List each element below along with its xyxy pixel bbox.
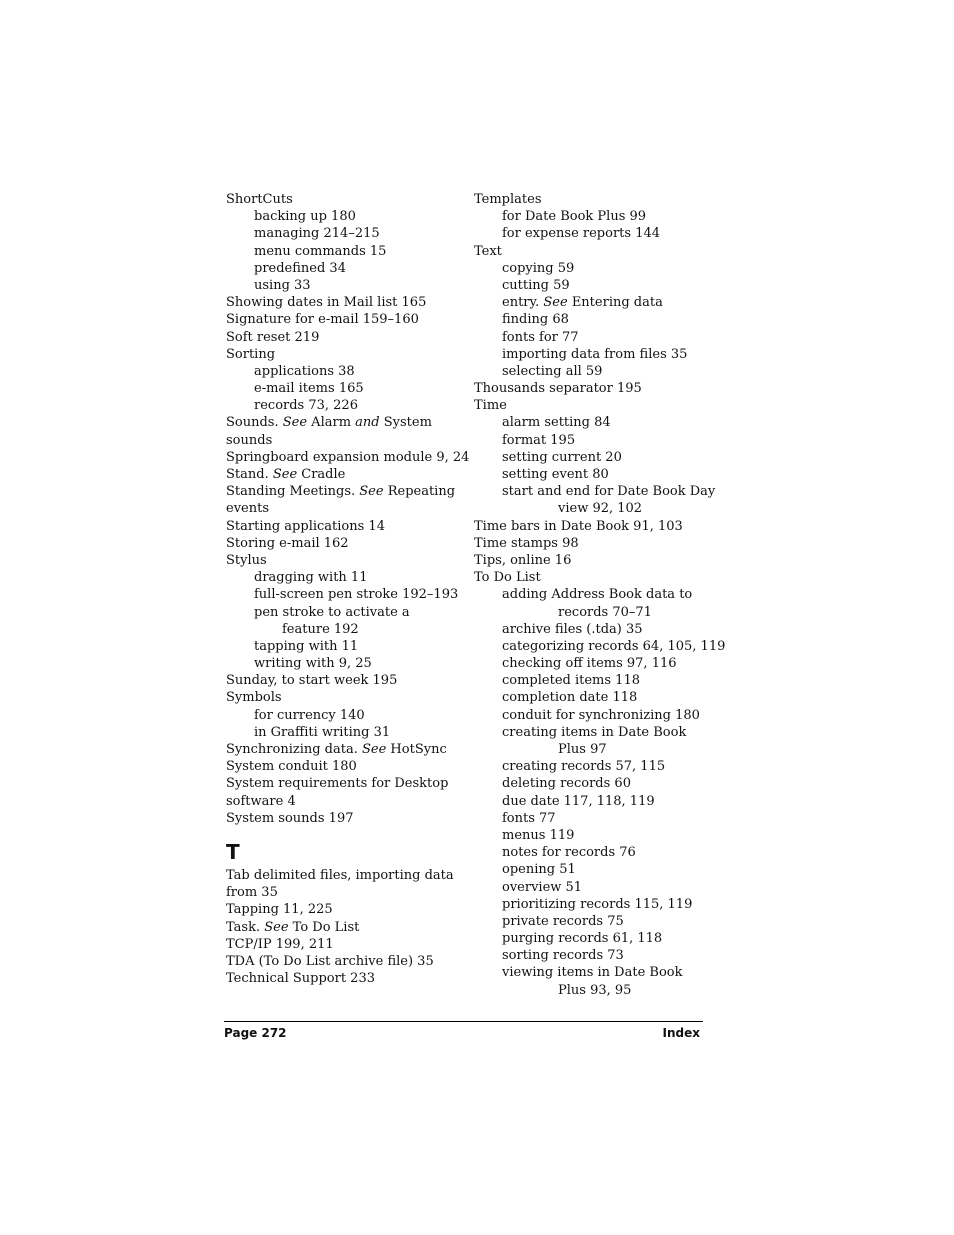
index-entry-text: in Graffiti writing 31 bbox=[254, 724, 391, 740]
index-entry-text: private records 75 bbox=[502, 913, 624, 929]
index-entry-text: sounds bbox=[226, 432, 273, 448]
index-entry-text: Synchronizing data. bbox=[226, 742, 362, 757]
index-entry-text: Thousands separator 195 bbox=[474, 381, 642, 397]
index-entry-text: Tips, online 16 bbox=[474, 552, 572, 568]
index-entry bbox=[226, 707, 466, 724]
index-entry-text: Time bbox=[474, 398, 507, 414]
index-entry bbox=[226, 758, 466, 775]
index-entry-text: format 195 bbox=[502, 432, 576, 448]
section-letter: T bbox=[226, 839, 240, 864]
index-entry bbox=[474, 466, 714, 483]
index-entry-text: Tapping 11, 225 bbox=[226, 902, 333, 918]
index-entry bbox=[226, 672, 466, 689]
index-entry bbox=[226, 535, 466, 552]
index-entry-text: backing up 180 bbox=[254, 209, 356, 225]
index-entry-text: software 4 bbox=[226, 793, 296, 809]
index-entry-text: dragging with 11 bbox=[254, 570, 368, 586]
index-entry bbox=[226, 294, 466, 311]
index-entry bbox=[226, 363, 466, 380]
page-number: Page 272 bbox=[224, 1026, 287, 1040]
index-entry bbox=[474, 775, 714, 792]
index-entry bbox=[226, 919, 466, 936]
index-entry-text: completion date 118 bbox=[502, 690, 638, 706]
index-entry-text: records 70–71 bbox=[558, 604, 652, 620]
index-entry-text: Cradle bbox=[297, 467, 346, 482]
cross-reference-term: See bbox=[264, 919, 289, 935]
index-entry bbox=[226, 397, 466, 414]
index-entry bbox=[474, 724, 714, 741]
index-entry-text: due date 117, 118, 119 bbox=[502, 793, 655, 809]
index-entry bbox=[474, 707, 714, 724]
index-entry-text: TDA (To Do List archive file) 35 bbox=[226, 953, 434, 969]
index-entry bbox=[226, 277, 466, 294]
index-entry-text: Entering data bbox=[567, 295, 663, 311]
index-entry-text: Showing dates in Mail list 165 bbox=[226, 295, 427, 311]
index-entry bbox=[226, 953, 466, 970]
index-entry bbox=[226, 901, 466, 918]
index-entry bbox=[226, 586, 466, 603]
index-entry bbox=[474, 810, 714, 827]
index-entry bbox=[226, 638, 466, 655]
index-entry-text: sorting records 73 bbox=[502, 948, 624, 964]
index-entry-text: copying 59 bbox=[502, 260, 575, 276]
cross-reference-term: See bbox=[272, 467, 298, 482]
index-entry bbox=[226, 936, 466, 953]
index-entry bbox=[474, 741, 714, 758]
index-entry-text: Templates bbox=[474, 192, 542, 207]
index-entry-text: conduit for synchronizing 180 bbox=[502, 707, 700, 723]
index-entry-text: Stand. bbox=[226, 467, 273, 482]
index-entry-text: setting event 80 bbox=[502, 467, 609, 482]
index-entry bbox=[474, 346, 714, 363]
index-entry bbox=[474, 518, 714, 535]
index-entry-text: overview 51 bbox=[502, 879, 583, 895]
index-entry-text: full-screen pen stroke 192–193 bbox=[254, 587, 459, 603]
index-entry bbox=[474, 913, 714, 930]
index-entry-text: view 92, 102 bbox=[558, 501, 643, 517]
index-entry-text: Text bbox=[474, 243, 502, 259]
index-entry-text: System conduit 180 bbox=[226, 759, 357, 775]
index-entry-text: Time stamps 98 bbox=[474, 535, 579, 551]
index-entry-text: Plus 97 bbox=[558, 742, 607, 757]
index-entry-text: Soft reset 219 bbox=[226, 329, 320, 345]
index-entry-text: notes for records 76 bbox=[502, 845, 636, 861]
index-entry-text: entry. bbox=[502, 295, 544, 311]
index-entry bbox=[474, 432, 714, 449]
index-entry-text: e-mail items 165 bbox=[254, 381, 364, 397]
index-entry bbox=[226, 414, 466, 431]
index-entry bbox=[226, 741, 466, 758]
index-entry-text: alarm setting 84 bbox=[502, 415, 611, 431]
index-entry-text: To Do List bbox=[288, 919, 360, 935]
index-entry bbox=[474, 964, 714, 981]
index-entry-text: opening 51 bbox=[502, 862, 576, 878]
index-entry bbox=[474, 569, 714, 586]
index-entry bbox=[226, 604, 466, 621]
index-entry-text: using 33 bbox=[254, 277, 311, 293]
index-entry bbox=[226, 260, 466, 277]
index-entry bbox=[226, 329, 466, 346]
index-entry bbox=[474, 380, 714, 397]
index-entry-text: creating items in Date Book bbox=[502, 724, 687, 740]
index-entry bbox=[474, 689, 714, 706]
index-entry-text: Sunday, to start week 195 bbox=[226, 673, 398, 689]
index-entry-text: Stylus bbox=[226, 552, 267, 568]
index-entry bbox=[226, 970, 466, 987]
index-entry-text: finding 68 bbox=[502, 312, 569, 328]
index-entry bbox=[226, 483, 466, 500]
index-entry-text: for expense reports 144 bbox=[502, 226, 661, 242]
index-column-left bbox=[226, 191, 470, 987]
index-entry bbox=[474, 191, 714, 208]
index-entry-text: fonts for 77 bbox=[502, 329, 579, 345]
index-entry bbox=[226, 191, 466, 208]
index-entry-text: importing data from files 35 bbox=[502, 346, 688, 362]
index-entry-text: archive files (.tda) 35 bbox=[502, 621, 643, 637]
index-entry bbox=[474, 879, 714, 896]
index-entry bbox=[474, 672, 714, 689]
index-column-right bbox=[474, 191, 726, 999]
index-entry bbox=[474, 500, 714, 517]
index-entry-text: records 73, 226 bbox=[254, 398, 358, 414]
index-entry bbox=[474, 844, 714, 861]
index-entry-text: Sounds. bbox=[226, 415, 283, 431]
index-entry bbox=[226, 380, 466, 397]
index-entry bbox=[226, 466, 466, 483]
footer-rule bbox=[224, 1021, 703, 1022]
index-entry bbox=[226, 621, 466, 638]
index-entry bbox=[474, 896, 714, 913]
index-entry bbox=[474, 243, 714, 260]
cross-reference-term: See bbox=[543, 295, 568, 311]
index-entry bbox=[474, 758, 714, 775]
index-entry bbox=[474, 930, 714, 947]
index-entry bbox=[226, 500, 466, 517]
index-entry-text: System bbox=[379, 415, 432, 431]
index-entry-text: Alarm bbox=[307, 415, 356, 431]
index-entry-text: System requirements for Desktop bbox=[226, 776, 449, 792]
index-entry-text: purging records 61, 118 bbox=[502, 931, 663, 947]
index-entry-text: TCP/IP 199, 211 bbox=[226, 936, 334, 952]
index-entry-text: tapping with 11 bbox=[254, 638, 359, 654]
index-entry bbox=[226, 449, 470, 466]
index-entry-text: adding Address Book data to bbox=[502, 587, 693, 603]
index-entry bbox=[474, 363, 714, 380]
index-entry-text: Sorting bbox=[226, 346, 276, 362]
index-entry-text: Time bars in Date Book 91, 103 bbox=[474, 518, 683, 534]
index-entry bbox=[474, 982, 714, 999]
index-entry-text: viewing items in Date Book bbox=[502, 965, 683, 981]
index-entry-text: selecting all 59 bbox=[502, 363, 603, 379]
section-name: Index bbox=[662, 1026, 700, 1040]
index-entry bbox=[474, 225, 714, 242]
index-entry-text: Technical Support 233 bbox=[226, 971, 375, 987]
index-entry-text: prioritizing records 115, 119 bbox=[502, 896, 693, 912]
index-entry-text: checking off items 97, 116 bbox=[502, 656, 677, 672]
index-entry-text: Standing Meetings. bbox=[226, 484, 360, 500]
index-entry bbox=[226, 225, 466, 242]
index-entries-t-continued bbox=[474, 191, 726, 999]
index-entry bbox=[226, 689, 466, 706]
index-entry bbox=[474, 861, 714, 878]
index-entry-text: To Do List bbox=[474, 570, 541, 586]
index-entry-text: completed items 118 bbox=[502, 673, 640, 689]
index-entry bbox=[474, 294, 714, 311]
index-entries-t bbox=[226, 867, 466, 987]
index-entry bbox=[474, 827, 714, 844]
index-entry bbox=[474, 329, 714, 346]
index-entry bbox=[226, 810, 466, 827]
index-entry-text: predefined 34 bbox=[254, 260, 346, 276]
index-entry-text: Plus 93, 95 bbox=[558, 982, 632, 998]
index-entry-text: Storing e-mail 162 bbox=[226, 535, 349, 551]
index-entry bbox=[474, 655, 714, 672]
index-entries-s bbox=[226, 191, 470, 827]
index-entry bbox=[226, 518, 466, 535]
index-entry-text: start and end for Date Book Day bbox=[502, 484, 716, 500]
index-entry bbox=[226, 724, 466, 741]
cross-reference-term: See bbox=[282, 415, 308, 431]
index-entry-text: menus 119 bbox=[502, 827, 575, 843]
index-entry bbox=[474, 311, 714, 328]
index-entry-text: Starting applications 14 bbox=[226, 518, 385, 534]
index-entry-text: managing 214–215 bbox=[254, 226, 380, 242]
index-entry bbox=[474, 552, 714, 569]
index-entry bbox=[474, 586, 714, 603]
index-entry-text: pen stroke to activate a bbox=[254, 604, 410, 620]
index-entry bbox=[226, 552, 466, 569]
index-entry-text: ShortCuts bbox=[226, 192, 293, 207]
cross-reference-term: See bbox=[359, 484, 384, 500]
index-entry bbox=[226, 243, 466, 260]
index-entry bbox=[474, 414, 714, 431]
index-entry bbox=[226, 346, 466, 363]
index-entry-text: Signature for e-mail 159–160 bbox=[226, 312, 419, 328]
index-entry bbox=[474, 604, 714, 621]
index-entry bbox=[226, 775, 466, 792]
index-entry-text: applications 38 bbox=[254, 363, 355, 379]
index-entry bbox=[226, 432, 466, 449]
index-entry bbox=[474, 793, 714, 810]
index-entry bbox=[474, 260, 714, 277]
index-entry-text: fonts 77 bbox=[502, 810, 556, 826]
index-entry-text: HotSync bbox=[386, 742, 447, 757]
index-entry-text: Springboard expansion module 9, 24 bbox=[226, 449, 470, 465]
index-entry bbox=[474, 638, 726, 655]
index-entry-text: Tab delimited files, importing data bbox=[226, 867, 454, 883]
index-entry-text: setting current 20 bbox=[502, 449, 622, 465]
index-entry-text: deleting records 60 bbox=[502, 776, 631, 792]
index-entry bbox=[226, 867, 466, 884]
index-entry-text: cutting 59 bbox=[502, 277, 570, 293]
index-entry bbox=[474, 449, 714, 466]
index-entry-text: Repeating bbox=[383, 484, 456, 500]
index-entry bbox=[474, 621, 714, 638]
index-entry-text: System sounds 197 bbox=[226, 810, 354, 826]
cross-reference-term: and bbox=[355, 415, 380, 431]
index-entry bbox=[474, 535, 714, 552]
cross-reference-term: See bbox=[362, 742, 387, 757]
index-entry bbox=[226, 655, 466, 672]
index-entry bbox=[226, 884, 466, 901]
index-entry-text: feature 192 bbox=[282, 621, 359, 637]
index-entry-text: Symbols bbox=[226, 690, 282, 706]
index-entry bbox=[474, 483, 714, 500]
index-entry-text: creating records 57, 115 bbox=[502, 759, 666, 775]
index-entry bbox=[226, 208, 466, 225]
index-entry-text: categorizing records 64, 105, 119 bbox=[502, 638, 726, 654]
index-entry-text: menu commands 15 bbox=[254, 243, 387, 259]
index-entry bbox=[474, 947, 714, 964]
index-entry bbox=[226, 569, 466, 586]
index-entry bbox=[474, 397, 714, 414]
index-entry-text: writing with 9, 25 bbox=[254, 656, 372, 672]
index-entry-text: for currency 140 bbox=[254, 707, 365, 723]
index-entry-text: for Date Book Plus 99 bbox=[502, 209, 647, 225]
index-entry-text: from 35 bbox=[226, 885, 278, 901]
index-entry bbox=[474, 208, 714, 225]
index-entry bbox=[226, 311, 466, 328]
index-entry bbox=[226, 793, 466, 810]
index-entry-text: events bbox=[226, 501, 269, 517]
index-entry bbox=[474, 277, 714, 294]
index-entry-text: Task. bbox=[226, 919, 265, 935]
